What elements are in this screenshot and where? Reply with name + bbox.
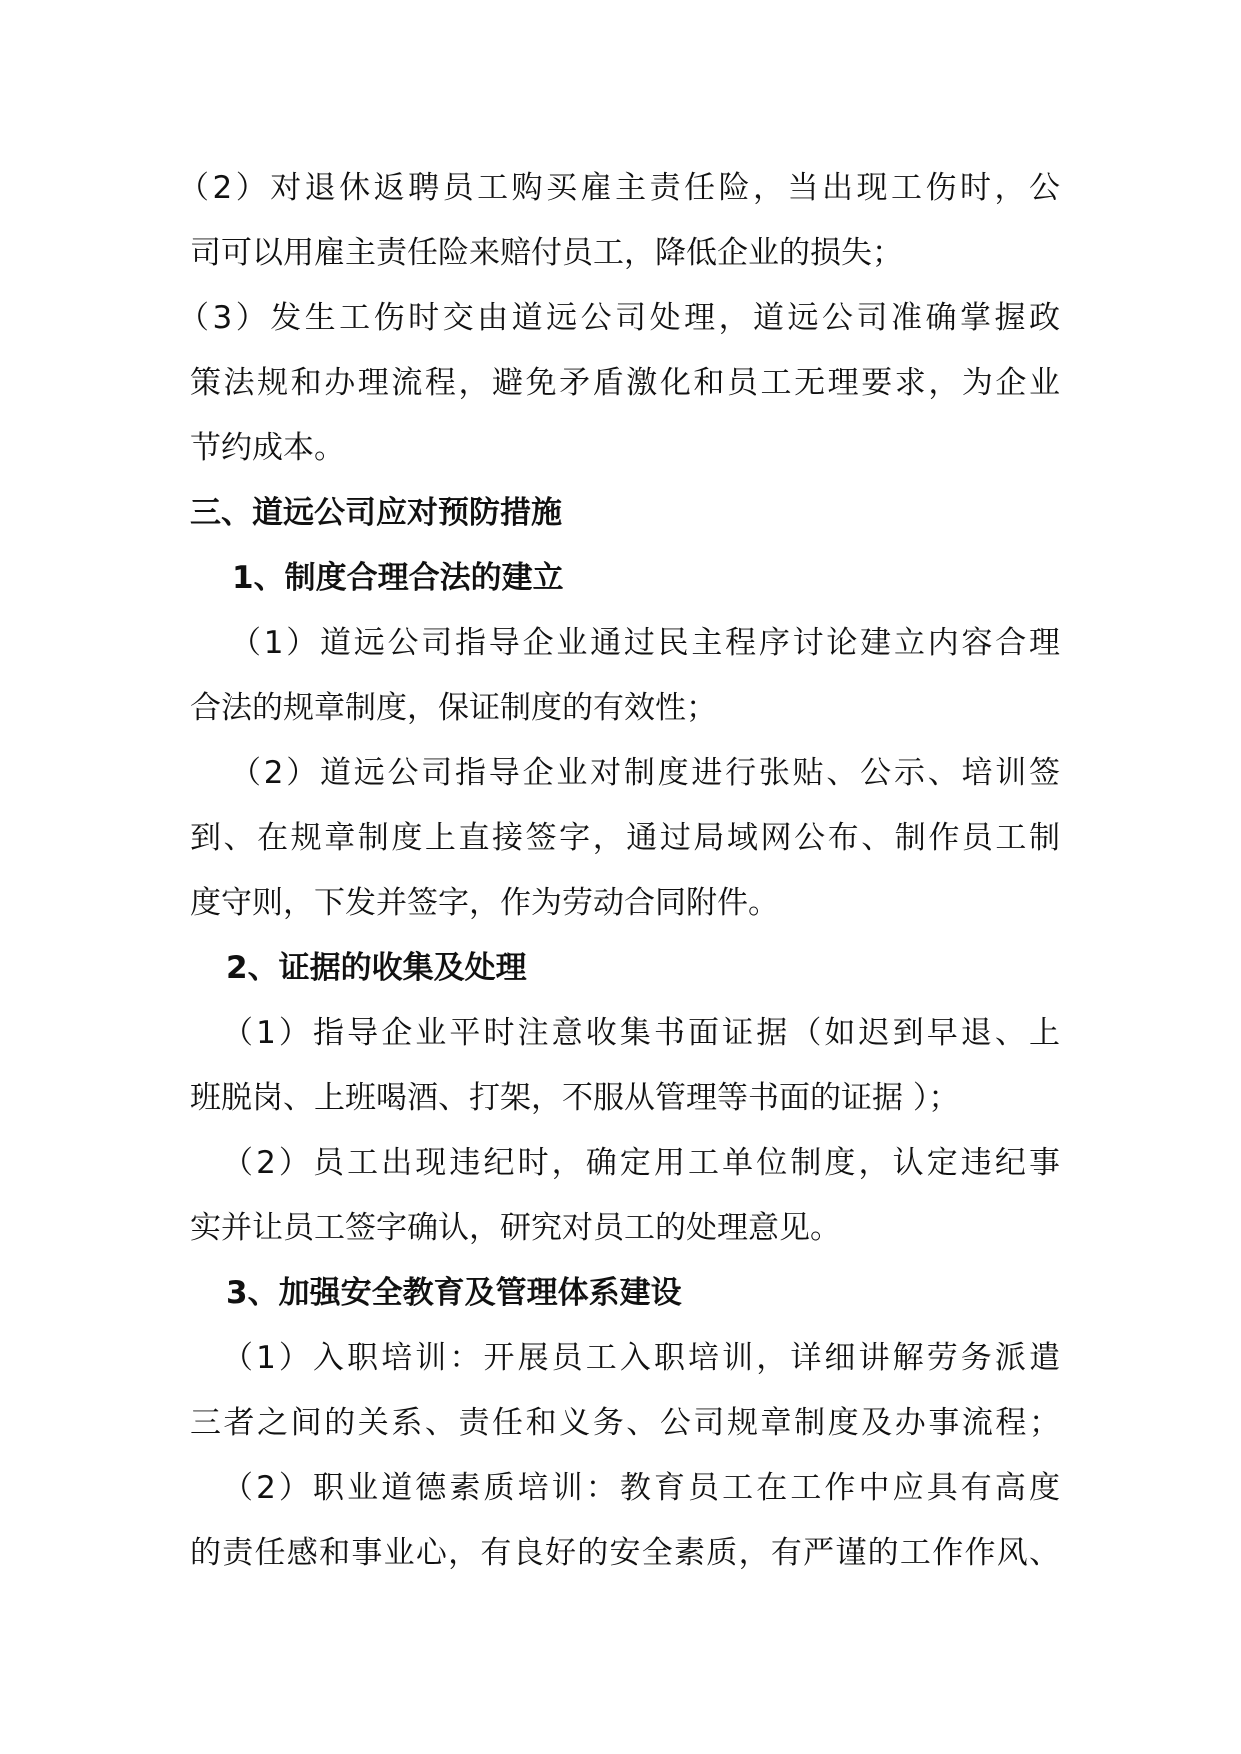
paragraph-line: （1）道远公司指导企业通过民主程序讨论建立内容合理 [230,625,1060,661]
paragraph-line: （2）职业道德素质培训：教育员工在工作中应具有高度 [222,1470,1060,1506]
subsection-heading: 2、证据的收集及处理 [226,950,527,986]
subsection-heading: 3、加强安全教育及管理体系建设 [226,1275,682,1311]
paragraph-line: （2）道远公司指导企业对制度进行张贴、公示、培训签 [230,755,1060,791]
paragraph-line: 三者之间的关系、责任和义务、公司规章制度及办事流程； [190,1405,1060,1441]
paragraph-line: 合法的规章制度，保证制度的有效性； [190,690,717,726]
paragraph-line: （1）指导企业平时注意收集书面证据（如迟到早退、上 [222,1015,1060,1051]
subsection-heading: 1、制度合理合法的建立 [232,560,564,596]
paragraph-line: （3）发生工伤时交由道远公司处理，道远公司准确掌握政 [178,300,1060,336]
paragraph-line: 度守则，下发并签字，作为劳动合同附件。 [190,885,779,921]
paragraph-line: 节约成本。 [190,430,345,466]
paragraph-line: 班脱岗、上班喝酒、打架，不服从管理等书面的证据 ）； [190,1080,960,1116]
paragraph-line: （1）入职培训：开展员工入职培训，详细讲解劳务派遣 [222,1340,1060,1376]
paragraph-line: 实并让员工签字确认，研究对员工的处理意见。 [190,1210,841,1246]
paragraph-line: 策法规和办理流程，避免矛盾激化和员工无理要求，为企业 [190,365,1060,401]
paragraph-line: 司可以用雇主责任险来赔付员工，降低企业的损失； [190,235,903,271]
paragraph-line: 到、在规章制度上直接签字，通过局域网公布、制作员工制 [190,820,1060,856]
paragraph-line: 的责任感和事业心，有良好的安全素质，有严谨的工作作风、 [190,1535,1060,1571]
paragraph-line: （2）员工出现违纪时，确定用工单位制度，认定违纪事 [222,1145,1060,1181]
paragraph-line: （2）对退休返聘员工购买雇主责任险，当出现工伤时，公 [178,170,1060,206]
section-heading: 三、道远公司应对预防措施 [190,495,562,531]
